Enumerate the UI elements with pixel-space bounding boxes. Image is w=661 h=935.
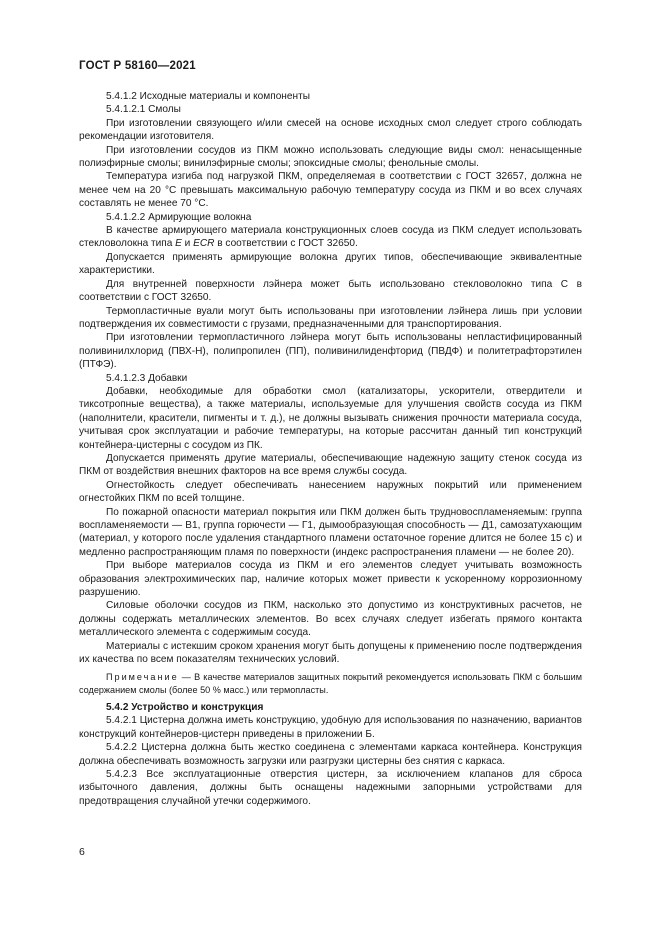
document-header: ГОСТ Р 58160—2021: [79, 60, 196, 72]
paragraph: По пожарной опасности материал покрытия или ПКМ должен быть трудновоспламеняемым: группа воспламеняемости — В1, группа горючести — Г1, дымообразующая способность — Д1, самозатухающим (материал, у которого после удаления стандартного пламени остаточное горение длится не более 15 с) и медленно распространяющим пламя по поверхности (индекс распространения пламени — не более 20).: [79, 506, 582, 558]
paragraph: 5.4.2.1 Цистерна должна иметь конструкцию, удобную для использования по назначению, вариантов конструкций контейнеров-цистерн приведены в приложении Б.: [79, 715, 582, 740]
section-heading: 5.4.1.2 Исходные материалы и компоненты: [106, 91, 310, 102]
note-text: — В качестве материалов защитных покрытий рекомендуется использовать ПКМ с большим содержанием смолы (более 50 % масс.) или термопласты.: [79, 672, 582, 695]
subsection-heading: 5.4.1.2.3 Добавки: [106, 372, 188, 384]
paragraph: При изготовлении связующего и/или смесей на основе исходных смол следует строго соблюдать рекомендации изготовителя.: [79, 117, 582, 143]
subsection-heading: 5.4.1.2.2 Армирующие волокна: [106, 211, 252, 223]
paragraph: Температура изгиба под нагрузкой ПКМ, определяемая в соответствии с ГОСТ 32657, должна не менее чем на 20 °С превышать максимальную рабочую температуру сосуда из ПКМ и во всех случаях составлять не менее 70 °С.: [79, 171, 582, 210]
paragraph: Термопластичные вуали могут быть использованы при изготовлении лэйнера лишь при условии подтверждения их совместимости с грузами, предназначенными для транспортирования.: [79, 305, 582, 330]
paragraph: Материалы с истекшим сроком хранения могут быть допущены к применению после подтверждения их качества по всем показателям технических условий.: [79, 640, 582, 666]
paragraph-text: В качестве армирующего материала конструкционных слоев сосуда из ПКМ следует использовать стекловолокна типа: [79, 225, 582, 250]
note: [79, 671, 582, 695]
section-heading: 5.4.2 Устройство и конструкция: [106, 701, 264, 713]
paragraph: [79, 224, 582, 251]
note-label: Примечание: [106, 672, 179, 683]
paragraph: Огнестойкость следует обеспечивать нанесением наружных покрытий или применением огнестойких ПКМ по всей толщине.: [79, 479, 582, 505]
paragraph: Допускается применять армирующие волокна других типов, обеспечивающие эквивалентные характеристики.: [79, 251, 582, 277]
paragraph: Силовые оболочки сосудов из ПКМ, насколько это допустимо из конструктивных расчетов, не должны содержать металлических элементов. Во всех случаях следует избегать прямого контакта металлического элемента с содержимым сосуда.: [79, 600, 582, 639]
paragraph: Для внутренней поверхности лэйнера может быть использовано стекловолокно типа С в соответствии с ГОСТ 32650.: [79, 278, 582, 304]
page-number: 6: [79, 846, 85, 858]
paragraph: При изготовлении термопластичного лэйнера могут быть использованы непластифицированный поливинилхлорид (ПВХ-Н), полипропилен (ПП), поливинилиденфторид (ПВДФ) и политетрафторэтилен (ПТФЭ).: [79, 332, 582, 371]
paragraph: При изготовлении сосудов из ПКМ можно использовать следующие виды смол: ненасыщенные полиэфирные смолы; винилэфирные смолы; эпоксидные смолы; фенольные смолы.: [79, 144, 582, 170]
subsection-heading: 5.4.1.2.1 Смолы: [106, 104, 181, 116]
paragraph: 5.4.2.2 Цистерна должна быть жестко соединена с элементами каркаса контейнера. Конструкция должна обеспечивать возможность загрузки или разгрузки цистерны без снятия с каркаса.: [79, 742, 582, 767]
paragraph-text: и: [181, 238, 194, 250]
paragraph: Допускается применять другие материалы, обеспечивающие надежную защиту стенок сосуда из ПКМ от воздействия внешних факторов на все время службы сосуда.: [79, 452, 582, 478]
paragraph-text: в соответствии с ГОСТ 32650.: [214, 238, 358, 250]
paragraph: 5.4.2.3 Все эксплуатационные отверстия цистерн, за исключением клапанов для сброса избыточного давления, должны быть оснащены надежными запорными устройствами для предотвращения случайной утечки содержимого.: [79, 768, 582, 807]
paragraph: При выборе материалов сосуда из ПКМ и его элементов следует учитывать возможность образования электрохимических пар, наличие которых может привести к ускоренному коррозионному разрушению.: [79, 560, 582, 599]
document-body: [79, 90, 582, 808]
paragraph: Добавки, необходимые для обработки смол (катализаторы, ускорители, отвердители и тиксотропные вещества), а также материалы, используемые для улучшения свойств сосуда из ПКМ (наполнители, красители, пигменты и т. д.), не должны вызывать снижения прочности материала сосуда, учитывая срок эксплуатации и рабочие температуры, на которые рассчитан данный тип конструкций контейнера-цистерны с сосудом из ПК.: [79, 385, 582, 451]
fiber-type-e: E: [175, 238, 182, 250]
fiber-type-ecr: ECR: [193, 238, 215, 250]
